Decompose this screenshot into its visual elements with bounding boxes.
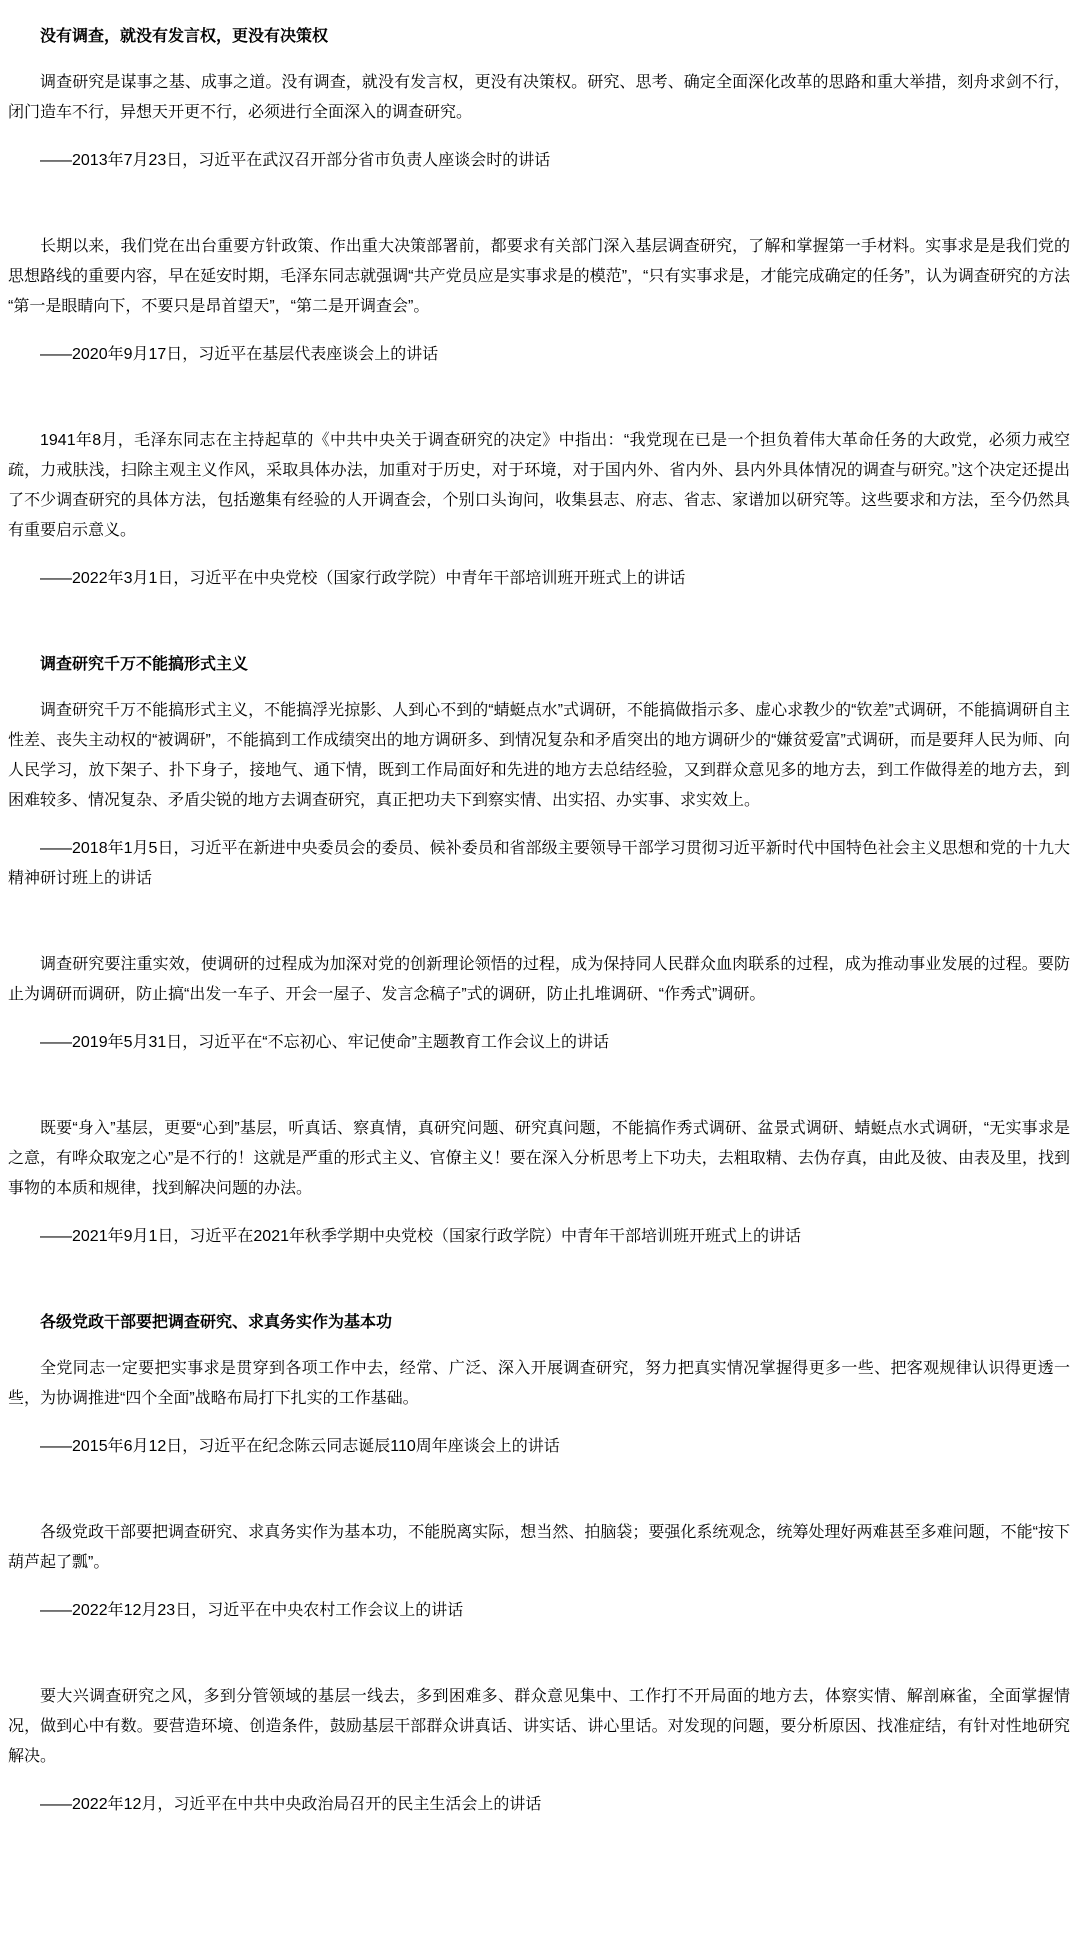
quote-paragraph: 各级党政干部要把调查研究、求真务实作为基本功，不能脱离实际，想当然、拍脑袋；要强化系统观念，统筹处理好两难甚至多难问题，不能“按下葫芦起了瓢”。 xyxy=(8,1524,1070,1571)
quote-paragraph: 要大兴调查研究之风，多到分管领域的基层一线去，多到困难多、群众意见集中、工作打不开局面的地方去，体察实情、解剖麻雀，全面掌握情况，做到心中有数。要营造环境、创造条件，鼓励基层干部群众讲真话、讲实话、讲心里话。对发现的问题，要分析原因、找准症结，有针对性地研究解决。 xyxy=(8,1688,1070,1765)
section-no-formalism-in-research xyxy=(8,650,1070,1252)
quote-source: ——2022年12月，习近平在中共中央政治局召开的民主生活会上的讲话 xyxy=(40,1796,542,1813)
quote-paragraph: 调查研究要注重实效，使调研的过程成为加深对党的创新理论领悟的过程，成为保持同人民群众血肉联系的过程，成为推动事业发展的过程。要防止为调研而调研，防止搞“出发一车子、开会一屋子、发言念稿子”式的调研，防止扎堆调研、“作秀式”调研。 xyxy=(8,956,1070,1003)
section-heading: 调查研究千万不能搞形式主义 xyxy=(40,656,249,673)
section-no-investigation-no-say xyxy=(8,22,1070,594)
quote-paragraph: 调查研究千万不能搞形式主义，不能搞浮光掠影、人到心不到的“蜻蜓点水”式调研，不能搞做指示多、虚心求教少的“钦差”式调研，不能搞调研自主性差、丧失主动权的“被调研”，不能搞到工作成绩突出的地方调研多、到情况复杂和矛盾突出的地方调研少的“嫌贫爱富”式调研，而是要拜人民为师、向人民学习，放下架子、扑下身子，接地气、通下情，既到工作局面好和先进的地方去总结经验，又到群众意见多的地方去，到工作做得差的地方去，到困难较多、情况复杂、矛盾尖锐的地方去调查研究，真正把功夫下到察实情、出实招、办实事、求实效上。 xyxy=(8,702,1070,809)
section-heading: 各级党政干部要把调查研究、求真务实作为基本功 xyxy=(40,1314,393,1331)
quote-source: ——2019年5月31日，习近平在“不忘初心、牢记使命”主题教育工作会议上的讲话 xyxy=(40,1034,609,1051)
document-body xyxy=(8,22,1070,1820)
quote-source: ——2022年3月1日，习近平在中央党校（国家行政学院）中青年干部培训班开班式上的讲话 xyxy=(40,570,686,587)
quote-paragraph: 长期以来，我们党在出台重要方针政策、作出重大决策部署前，都要求有关部门深入基层调查研究，了解和掌握第一手材料。实事求是是我们党的思想路线的重要内容，早在延安时期，毛泽东同志就强调“共产党员应是实事求是的模范”，“只有实事求是，才能完成确定的任务”，认为调查研究的方法“第一是眼睛向下，不要只是昂首望天”，“第二是开调查会”。 xyxy=(8,238,1070,315)
section-heading: 没有调查，就没有发言权，更没有决策权 xyxy=(40,28,329,45)
section-basic-skill-for-cadres xyxy=(8,1308,1070,1820)
quote-source: ——2015年6月12日，习近平在纪念陈云同志诞辰110周年座谈会上的讲话 xyxy=(40,1438,560,1455)
quote-source: ——2022年12月23日，习近平在中央农村工作会议上的讲话 xyxy=(40,1602,464,1619)
quote-source: ——2021年9月1日，习近平在2021年秋季学期中央党校（国家行政学院）中青年干部培训班开班式上的讲话 xyxy=(40,1228,801,1245)
quote-paragraph: 既要“身入”基层，更要“心到”基层，听真话、察真情，真研究问题、研究真问题，不能搞作秀式调研、盆景式调研、蜻蜓点水式调研，“无实事求是之意，有哗众取宠之心”是不行的！这就是严重的形式主义、官僚主义！要在深入分析思考上下功夫，去粗取精、去伪存真，由此及彼、由表及里，找到事物的本质和规律，找到解决问题的办法。 xyxy=(8,1120,1070,1197)
quote-paragraph: 调查研究是谋事之基、成事之道。没有调查，就没有发言权，更没有决策权。研究、思考、确定全面深化改革的思路和重大举措，刻舟求剑不行，闭门造车不行，异想天开更不行，必须进行全面深入的调查研究。 xyxy=(8,74,1070,121)
quote-paragraph: 1941年8月，毛泽东同志在主持起草的《中共中央关于调查研究的决定》中指出：“我党现在已是一个担负着伟大革命任务的大政党，必须力戒空疏，力戒肤浅，扫除主观主义作风，采取具体办法，加重对于历史，对于环境，对于国内外、省内外、县内外具体情况的调查与研究。”这个决定还提出了不少调查研究的具体方法，包括邀集有经验的人开调查会，个别口头询问，收集县志、府志、省志、家谱加以研究等。这些要求和方法，至今仍然具有重要启示意义。 xyxy=(8,432,1070,539)
quote-paragraph: 全党同志一定要把实事求是贯穿到各项工作中去，经常、广泛、深入开展调查研究，努力把真实情况掌握得更多一些、把客观规律认识得更透一些，为协调推进“四个全面”战略布局打下扎实的工作基础。 xyxy=(8,1360,1070,1407)
quote-source: ——2018年1月5日，习近平在新进中央委员会的委员、候补委员和省部级主要领导干部学习贯彻习近平新时代中国特色社会主义思想和党的十九大精神研讨班上的讲话 xyxy=(8,840,1070,887)
quote-source: ——2013年7月23日，习近平在武汉召开部分省市负责人座谈会时的讲话 xyxy=(40,152,551,169)
quote-source: ——2020年9月17日，习近平在基层代表座谈会上的讲话 xyxy=(40,346,439,363)
